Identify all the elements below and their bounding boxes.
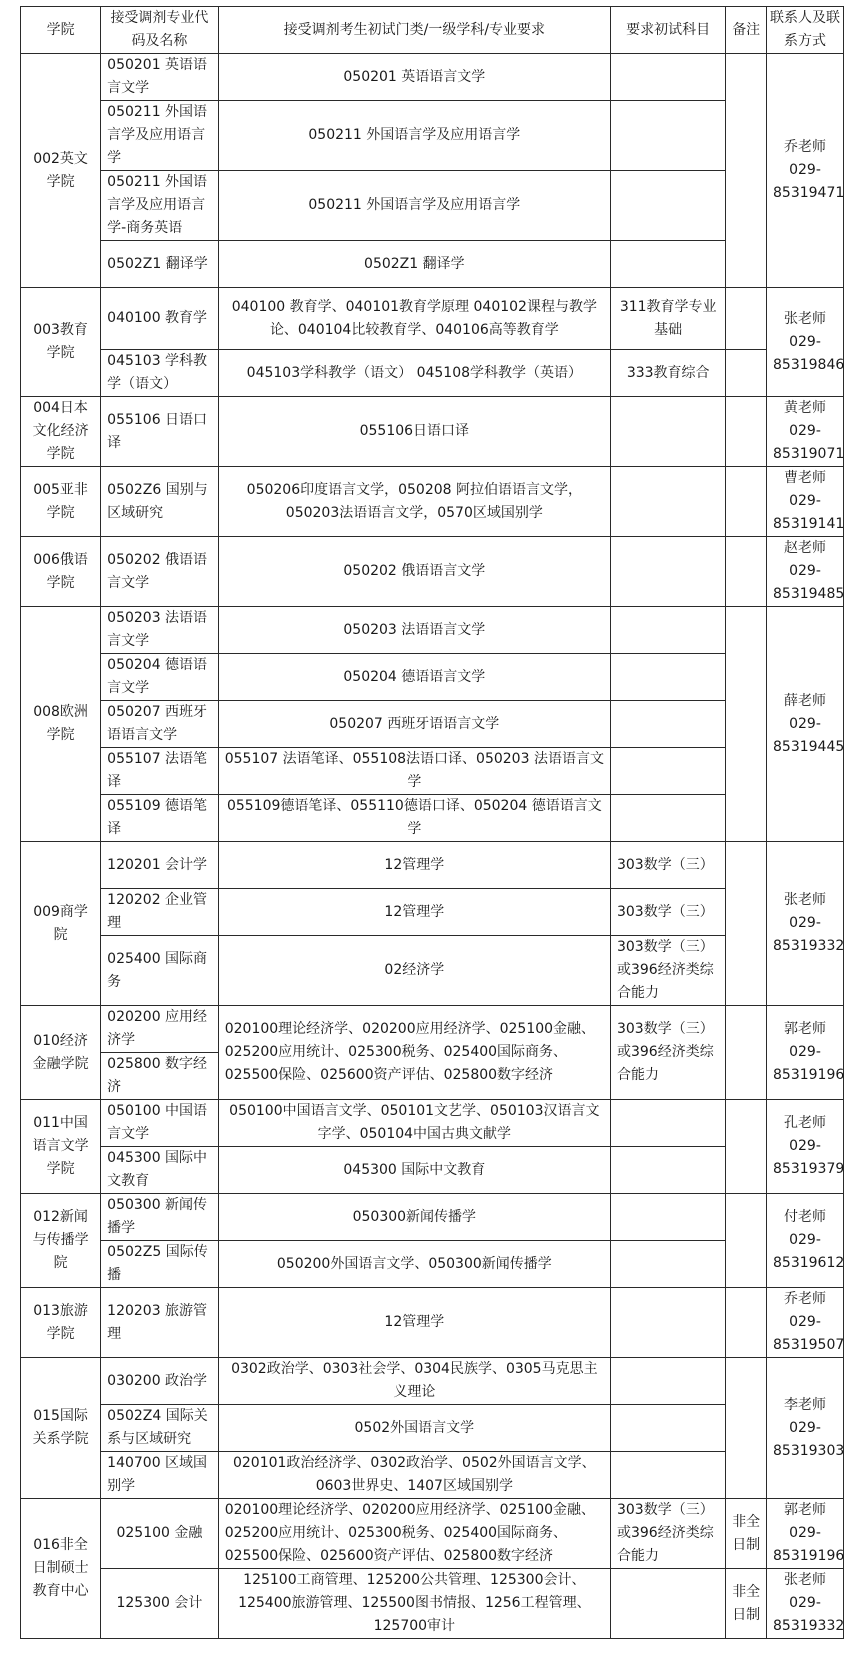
table-row: [21, 1006, 844, 1053]
table-row: [21, 889, 844, 936]
major-cell: 050300 新闻传播学: [101, 1194, 219, 1241]
requirement-cell: 020100理论经济学、020200应用经济学、025100金融、025200应用统计、025300税务、025400国际商务、025500保险、025600资产评估、025800数字经济: [218, 1499, 610, 1569]
requirement-cell: 050201 英语语言文学: [218, 54, 610, 101]
contact-cell: [767, 54, 844, 288]
table-row: [21, 936, 844, 1006]
table-row: [21, 1100, 844, 1147]
major-cell: 055107 法语笔译: [101, 748, 219, 795]
exam-cell: [610, 397, 725, 467]
requirement-cell: 12管理学: [218, 889, 610, 936]
requirement-cell: 02经济学: [218, 936, 610, 1006]
major-cell: 120202 企业管理: [101, 889, 219, 936]
contact-phone: 029-85319445: [773, 715, 845, 755]
requirement-cell: 050202 俄语语言文学: [218, 537, 610, 607]
college-cell: 011中国语言文学学院: [21, 1100, 101, 1194]
table-row: [21, 701, 844, 748]
exam-cell: [610, 701, 725, 748]
contact-cell: [767, 1006, 844, 1100]
table-row: [21, 1288, 844, 1358]
contact-phone: 029-85319071: [773, 423, 845, 462]
requirement-cell: 050204 德语语言文学: [218, 654, 610, 701]
college-cell: 015国际关系学院: [21, 1358, 101, 1499]
contact-cell: [767, 288, 844, 397]
major-cell: 050211 外国语言学及应用语言学-商务英语: [101, 171, 219, 241]
major-cell: 050100 中国语言文学: [101, 1100, 219, 1147]
requirement-cell: 050206印度语言文学，050208 阿拉伯语语言文学，050203法语语言文学，0570区域国别学: [218, 467, 610, 537]
requirement-cell: 050211 外国语言学及应用语言学: [218, 171, 610, 241]
header-contact: 联系人及联系方式: [767, 7, 844, 54]
exam-cell: [610, 1569, 725, 1639]
contact-cell: [767, 537, 844, 607]
exam-cell: [610, 241, 725, 288]
table-row: [21, 1147, 844, 1194]
major-cell: 040100 教育学: [101, 288, 219, 350]
contact-phone: 029-85319507: [773, 1314, 845, 1353]
note-cell: 非全日制: [726, 1499, 767, 1569]
requirement-cell: 125100工商管理、125200公共管理、125300会计、125400旅游管理、125500图书情报、1256工程管理、125700审计: [218, 1569, 610, 1639]
requirement-cell: 055106日语口译: [218, 397, 610, 467]
major-cell: 050201 英语语言文学: [101, 54, 219, 101]
requirement-cell: 050200外国语言文学、050300新闻传播学: [218, 1241, 610, 1288]
adjustment-table: [20, 6, 844, 1639]
major-cell: 025100 金融: [101, 1499, 219, 1569]
requirement-cell: 020100理论经济学、020200应用经济学、025100金融、025200应用统计、025300税务、025400国际商务、025500保险、025600资产评估、025800数字经济: [218, 1006, 610, 1100]
contact-phone: 029-85319332: [773, 915, 845, 954]
contact-phone: 029-85319141: [773, 493, 845, 532]
requirement-cell: 020101政治经济学、0302政治学、0502外国语言文学、0603世界史、1407区域国别学: [218, 1452, 610, 1499]
contact-phone: 029-85319379: [773, 1138, 845, 1177]
exam-cell: [610, 1100, 725, 1147]
contact-cell: [767, 467, 844, 537]
table-row: [21, 288, 844, 350]
major-cell: 125300 会计: [101, 1569, 219, 1639]
exam-cell: [610, 795, 725, 842]
major-cell: 045103 学科教学（语文）: [101, 350, 219, 397]
college-cell: 004日本文化经济学院: [21, 397, 101, 467]
college-cell: 006俄语学院: [21, 537, 101, 607]
table-row: [21, 1569, 844, 1639]
exam-cell: [610, 467, 725, 537]
note-cell: [726, 1194, 767, 1288]
contact-name: 黄老师: [784, 400, 826, 416]
table-row: [21, 1405, 844, 1452]
major-cell: 050204 德语语言文学: [101, 654, 219, 701]
exam-cell: 303数学（三）或396经济类综合能力: [610, 1499, 725, 1569]
contact-name: 郭老师: [784, 1502, 826, 1518]
note-cell: [726, 467, 767, 537]
table-row: [21, 241, 844, 288]
requirement-cell: 050203 法语语言文学: [218, 607, 610, 654]
major-cell: 020200 应用经济学: [101, 1006, 219, 1053]
requirement-cell: 055109德语笔译、055110德语口译、050204 德语语言文学: [218, 795, 610, 842]
college-cell: 013旅游学院: [21, 1288, 101, 1358]
college-cell: 010经济金融学院: [21, 1006, 101, 1100]
exam-cell: [610, 1241, 725, 1288]
exam-cell: [610, 537, 725, 607]
exam-cell: [610, 1358, 725, 1405]
contact-name: 李老师: [784, 1396, 826, 1413]
table-row: [21, 537, 844, 607]
contact-phone: 029-85319471: [773, 162, 845, 201]
exam-cell: [610, 748, 725, 795]
table-row: [21, 654, 844, 701]
contact-cell: [767, 842, 844, 1006]
college-cell: 008欧洲学院: [21, 607, 101, 842]
requirement-cell: 050207 西班牙语语言文学: [218, 701, 610, 748]
exam-cell: [610, 1452, 725, 1499]
table-row: [21, 350, 844, 397]
requirement-cell: 12管理学: [218, 842, 610, 889]
college-cell: 003教育学院: [21, 288, 101, 397]
table-row: [21, 1358, 844, 1405]
contact-cell: [767, 1100, 844, 1194]
contact-name: 薛老师: [784, 692, 826, 709]
table-row: [21, 607, 844, 654]
header-major: 接受调剂专业代码及名称: [101, 7, 219, 54]
requirement-cell: 045300 国际中文教育: [218, 1147, 610, 1194]
contact-name: 张老师: [784, 1572, 826, 1588]
contact-name: 孔老师: [784, 1115, 826, 1131]
header-row: [21, 7, 844, 54]
major-cell: 025400 国际商务: [101, 936, 219, 1006]
requirement-cell: 12管理学: [218, 1288, 610, 1358]
adjustment-table-sheet: [20, 6, 844, 1639]
college-cell: 005亚非学院: [21, 467, 101, 537]
requirement-cell: 055107 法语笔译、055108法语口译、050203 法语语言文学: [218, 748, 610, 795]
major-cell: 120203 旅游管理: [101, 1288, 219, 1358]
exam-cell: [610, 607, 725, 654]
major-cell: 140700 区域国别学: [101, 1452, 219, 1499]
exam-cell: [610, 1405, 725, 1452]
requirement-cell: 0502Z1 翻译学: [218, 241, 610, 288]
exam-cell: 311教育学专业基础: [610, 288, 725, 350]
note-cell: [726, 288, 767, 350]
exam-cell: 303数学（三）: [610, 889, 725, 936]
exam-cell: 303数学（三）或396经济类综合能力: [610, 936, 725, 1006]
contact-cell: [767, 607, 844, 842]
table-row: [21, 1452, 844, 1499]
exam-cell: [610, 654, 725, 701]
note-cell: [726, 1006, 767, 1100]
exam-cell: 303数学（三）或396经济类综合能力: [610, 1006, 725, 1100]
major-cell: 050203 法语语言文学: [101, 607, 219, 654]
major-cell: 025800 数字经济: [101, 1053, 219, 1100]
note-cell: [726, 1288, 767, 1358]
exam-cell: [610, 101, 725, 171]
major-cell: 055106 日语口译: [101, 397, 219, 467]
college-cell: 012新闻与传播学院: [21, 1194, 101, 1288]
requirement-cell: 050100中国语言文学、050101文艺学、050103汉语言文字学、050104中国古典文献学: [218, 1100, 610, 1147]
note-cell: [726, 350, 767, 397]
exam-cell: [610, 1288, 725, 1358]
header-college: 学院: [21, 7, 101, 54]
contact-name: 郭老师: [784, 1021, 826, 1037]
contact-phone: 029-85319303: [773, 1419, 845, 1459]
requirement-cell: 040100 教育学、040101教育学原理 040102课程与教学论、040104比较教育学、040106高等教育学: [218, 288, 610, 350]
table-row: [21, 842, 844, 889]
note-cell: 非全日制: [726, 1569, 767, 1639]
college-cell: 002英文学院: [21, 54, 101, 288]
major-cell: 0502Z6 国别与区域研究: [101, 467, 219, 537]
contact-phone: 029-85319612: [773, 1232, 845, 1271]
contact-name: 曹老师: [784, 470, 826, 486]
table-row: [21, 1241, 844, 1288]
contact-phone: 029-85319332: [773, 1595, 845, 1634]
table-row: [21, 397, 844, 467]
table-row: [21, 795, 844, 842]
contact-phone: 029-85319196: [773, 1525, 845, 1564]
contact-name: 乔老师: [784, 1291, 826, 1307]
contact-name: 赵老师: [784, 540, 826, 556]
requirement-cell: 050300新闻传播学: [218, 1194, 610, 1241]
note-cell: [726, 842, 767, 1006]
college-cell: 016非全日制硕士教育中心: [21, 1499, 101, 1639]
exam-cell: 303数学（三）: [610, 842, 725, 889]
major-cell: 050211 外国语言学及应用语言学: [101, 101, 219, 171]
table-row: [21, 1499, 844, 1569]
table-row: [21, 54, 844, 101]
contact-cell: [767, 397, 844, 467]
major-cell: 0502Z5 国际传播: [101, 1241, 219, 1288]
header-exam: 要求初试科目: [610, 7, 725, 54]
table-row: [21, 748, 844, 795]
contact-cell: [767, 1288, 844, 1358]
header-requirement: 接受调剂考生初试门类/一级学科/专业要求: [218, 7, 610, 54]
major-cell: 045300 国际中文教育: [101, 1147, 219, 1194]
contact-phone: 029-85319196: [773, 1044, 845, 1083]
exam-cell: [610, 54, 725, 101]
exam-cell: [610, 171, 725, 241]
major-cell: 050202 俄语语言文学: [101, 537, 219, 607]
note-cell: [726, 397, 767, 467]
major-cell: 050207 西班牙语语言文学: [101, 701, 219, 748]
contact-cell: [767, 1499, 844, 1569]
requirement-cell: 050211 外国语言学及应用语言学: [218, 101, 610, 171]
major-cell: 120201 会计学: [101, 842, 219, 889]
note-cell: [726, 607, 767, 842]
contact-name: 张老师: [784, 892, 826, 908]
note-cell: [726, 1358, 767, 1499]
note-cell: [726, 537, 767, 607]
header-note: 备注: [726, 7, 767, 54]
contact-cell: [767, 1358, 844, 1499]
table-row: [21, 467, 844, 537]
contact-cell: [767, 1569, 844, 1639]
table-row: [21, 101, 844, 171]
major-cell: 055109 德语笔译: [101, 795, 219, 842]
contact-phone: 029-85319485: [773, 563, 845, 602]
table-row: [21, 171, 844, 241]
college-cell: 009商学院: [21, 842, 101, 1006]
requirement-cell: 0302政治学、0303社会学、0304民族学、0305马克思主义理论: [218, 1358, 610, 1405]
table-row: [21, 1194, 844, 1241]
requirement-cell: 045103学科教学（语文） 045108学科教学（英语）: [218, 350, 610, 397]
note-cell: [726, 54, 767, 288]
requirement-cell: 0502外国语言文学: [218, 1405, 610, 1452]
contact-cell: [767, 1194, 844, 1288]
contact-name: 乔老师: [784, 139, 826, 155]
contact-name: 张老师: [784, 310, 826, 327]
exam-cell: 333教育综合: [610, 350, 725, 397]
major-cell: 0502Z4 国际关系与区域研究: [101, 1405, 219, 1452]
major-cell: 030200 政治学: [101, 1358, 219, 1405]
note-cell: [726, 1100, 767, 1194]
exam-cell: [610, 1147, 725, 1194]
contact-name: 付老师: [784, 1209, 826, 1225]
exam-cell: [610, 1194, 725, 1241]
contact-phone: 029-85319846: [773, 333, 845, 373]
major-cell: 0502Z1 翻译学: [101, 241, 219, 288]
